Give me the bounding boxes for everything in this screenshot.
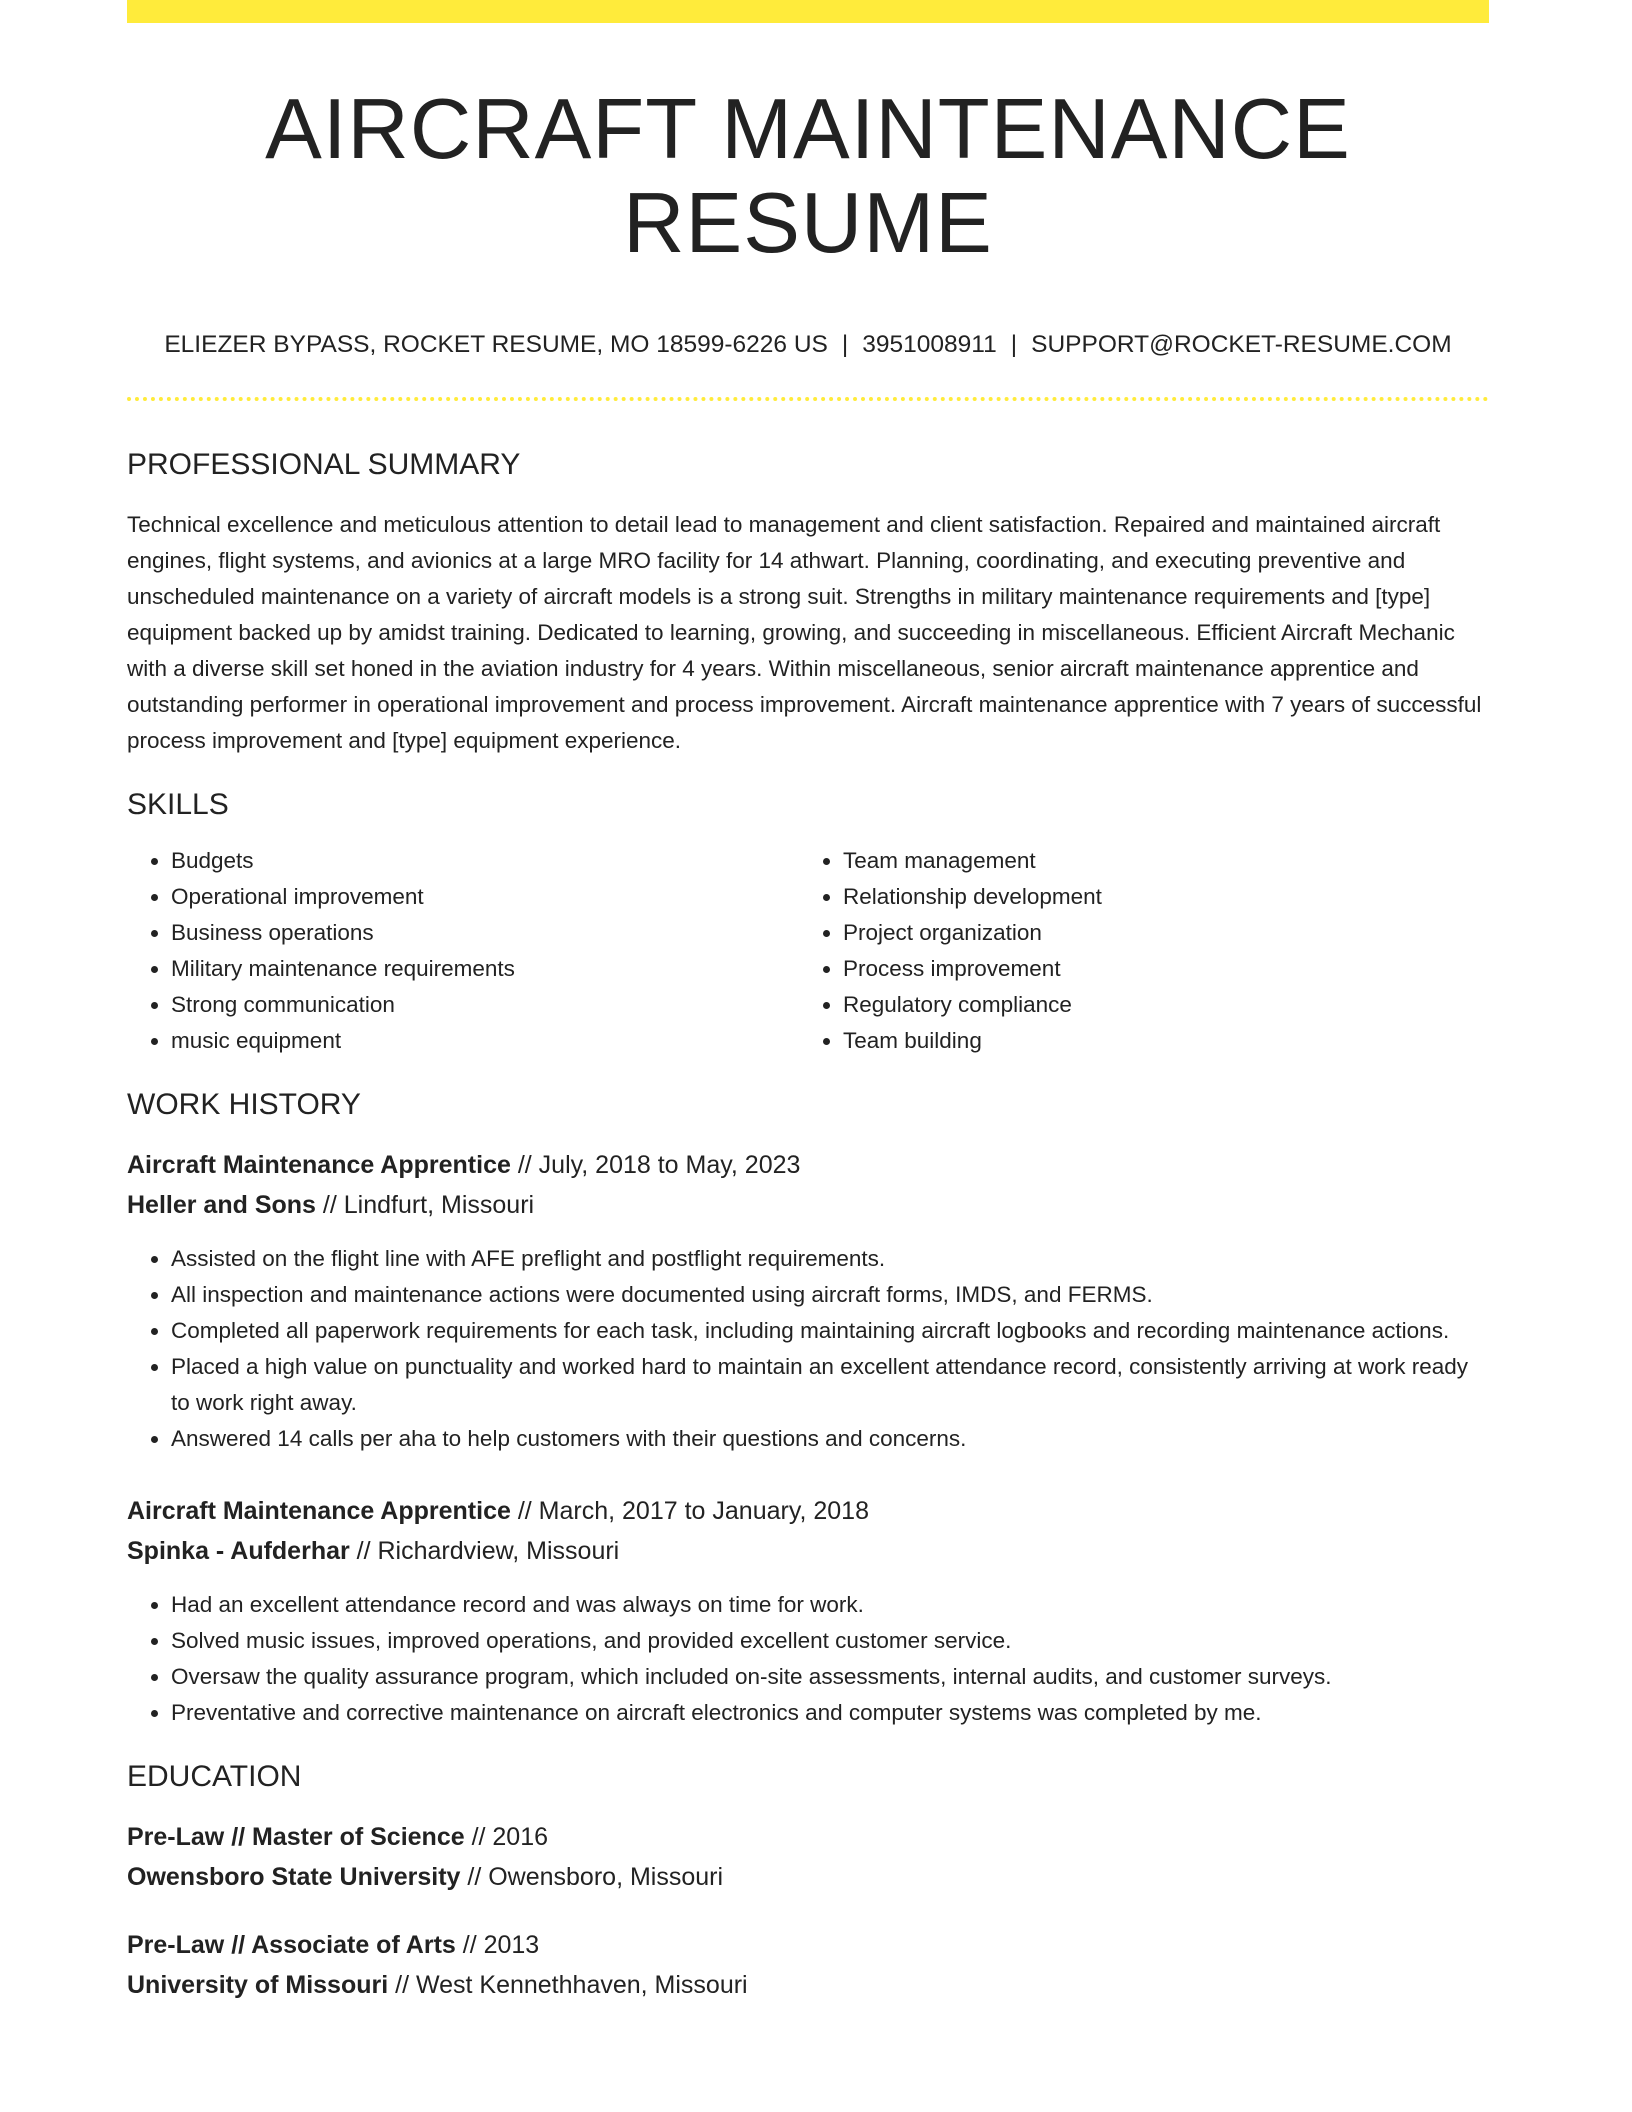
job-title: Aircraft Maintenance Apprentice [127, 1497, 511, 1526]
job-title: Aircraft Maintenance Apprentice [127, 1151, 511, 1180]
skill-item: • Project organization [843, 915, 1471, 951]
resume-page [127, 0, 1489, 2005]
skill-item: • Business operations [171, 915, 799, 951]
education-entry [127, 1817, 1489, 1897]
company-location: // Lindfurt, Missouri [315, 1191, 535, 1220]
resume-title: AIRCRAFT MAINTENANCE RESUME [265, 82, 1351, 271]
list-item: • Answered 14 calls per aha to help customers with their questions and concerns. [171, 1421, 1489, 1457]
job-title-line [127, 1145, 1489, 1185]
list-item: • Completed all paperwork requirements for each task, including maintaining aircraft logbooks and recording maintenance actions. [171, 1313, 1489, 1349]
degree-line [127, 1925, 1489, 1965]
skill-item: • Strong communication [171, 987, 799, 1023]
summary-heading: PROFESSIONAL SUMMARY [127, 448, 521, 482]
separator: | [1010, 331, 1018, 358]
company-line [127, 1185, 1489, 1225]
job-bullets [127, 1587, 1489, 1731]
skill-item: • Team building [843, 1023, 1471, 1059]
school-line [127, 1965, 1489, 2005]
company-location: // Richardview, Missouri [349, 1537, 620, 1566]
phone: 3951008911 [862, 331, 997, 358]
list-item: • Oversaw the quality assurance program, which included on-site assessments, internal audits, and customer surveys. [171, 1659, 1489, 1695]
skill-item: • Operational improvement [171, 879, 799, 915]
skills-column-left [127, 843, 799, 1059]
school-name: Owensboro State University [127, 1863, 461, 1892]
skills-heading: SKILLS [127, 788, 229, 822]
list-item: • Preventative and corrective maintenance on aircraft electronics and computer systems was completed by me. [171, 1695, 1489, 1731]
list-item: • Had an excellent attendance record and was always on time for work. [171, 1587, 1489, 1623]
list-item: • Solved music issues, improved operations, and provided excellent customer service. [171, 1623, 1489, 1659]
degree-line [127, 1817, 1489, 1857]
job-entry [127, 1145, 1489, 1457]
skills-column-right [799, 843, 1471, 1059]
job-dates: // July, 2018 to May, 2023 [510, 1151, 801, 1180]
work-history-heading: WORK HISTORY [127, 1088, 361, 1122]
school-location: // Owensboro, Missouri [460, 1863, 724, 1892]
dotted-divider [127, 397, 1489, 401]
separator: | [841, 331, 849, 358]
skill-item: • Relationship development [843, 879, 1471, 915]
skill-item: • Military maintenance requirements [171, 951, 799, 987]
graduation-year: // 2016 [464, 1823, 549, 1852]
education-entry [127, 1925, 1489, 2005]
skill-item: • Budgets [171, 843, 799, 879]
contact-line [127, 330, 1489, 359]
company-name: Spinka - Aufderhar [127, 1537, 350, 1566]
list-item: • All inspection and maintenance actions were documented using aircraft forms, IMDS, and FERMS. [171, 1277, 1489, 1313]
skill-item: • music equipment [171, 1023, 799, 1059]
list-item: • Assisted on the flight line with AFE preflight and postflight requirements. [171, 1241, 1489, 1277]
degree: Pre-Law // Associate of Arts [127, 1931, 456, 1960]
skill-item: • Regulatory compliance [843, 987, 1471, 1023]
skill-item: • Process improvement [843, 951, 1471, 987]
list-item: • Placed a high value on punctuality and worked hard to maintain an excellent attendance record, consistently arriving at work ready to work right away. [171, 1349, 1489, 1421]
address: ELIEZER BYPASS, ROCKET RESUME, MO 18599-6226 US [164, 331, 828, 358]
summary-text: Technical excellence and meticulous attention to detail lead to management and client satisfaction. Repaired and maintained aircraft engines, flight systems, and avionics at a large MRO facility for 14 athwart. Planning, coordinating, and executing preventive and unscheduled maintenance on a variety of aircraft models is a strong suit. Strengths in military maintenance requirements and [type] equipment backed up by amidst training. Dedicated to learning, growing, and succeeding in miscellaneous. Efficient Aircraft Mechanic with a diverse skill set honed in the aviation industry for 4 years. Within miscellaneous, senior aircraft maintenance apprentice and outstanding performer in operational improvement and process improvement. Aircraft maintenance apprentice with 7 years of successful process improvement and [type] equipment experience. [127, 512, 1482, 754]
school-location: // West Kennethhaven, Missouri [388, 1971, 748, 2000]
degree: Pre-Law // Master of Science [127, 1823, 465, 1852]
school-line [127, 1857, 1489, 1897]
job-entry [127, 1491, 1489, 1731]
company-name: Heller and Sons [127, 1191, 316, 1220]
company-line [127, 1531, 1489, 1571]
skill-item: • Team management [843, 843, 1471, 879]
job-bullets [127, 1241, 1489, 1457]
graduation-year: // 2013 [455, 1931, 540, 1960]
school-name: University of Missouri [127, 1971, 389, 2000]
job-title-line [127, 1491, 1489, 1531]
accent-bar [127, 0, 1489, 23]
education-heading: EDUCATION [127, 1760, 302, 1794]
job-dates: // March, 2017 to January, 2018 [510, 1497, 869, 1526]
email: SUPPORT@ROCKET-RESUME.COM [1031, 331, 1452, 358]
skills-list [127, 843, 1489, 1059]
